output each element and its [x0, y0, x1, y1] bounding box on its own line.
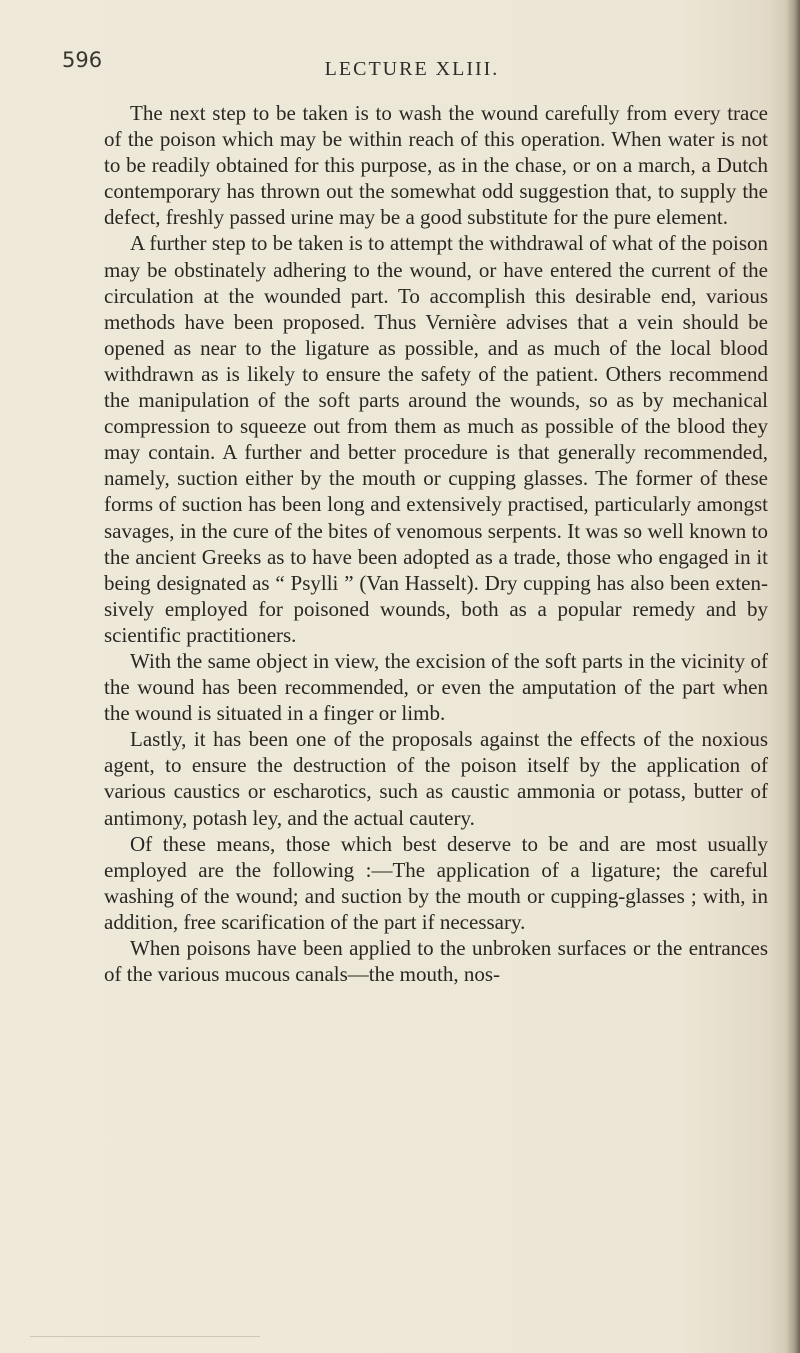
page-header: [62, 48, 762, 80]
body-text: [104, 100, 768, 987]
paragraph: With the same object in view, the excision of the soft parts in the vicinity of the wound has been recommended, or even the amputation of the part when the wound is situated in a finger or limb.: [104, 648, 768, 726]
page-bottom-shadow: [30, 1336, 260, 1337]
paragraph: When poisons have been applied to the unbroken surfaces or the entrances of the various mucous canals—the mouth, nos-: [104, 936, 768, 987]
page-number: 596: [62, 48, 103, 72]
running-head: LECTURE XLIII.: [324, 58, 500, 80]
paragraph: Lastly, it has been one of the proposals against the effects of the noxious agent, to ensure the destruction of the poison itself by the application of various caustics or escharotics, such as caustic ammonia or potass, butter of antimony, potash ley, and the actual cautery.: [104, 727, 768, 830]
paragraph: Of these means, those which best deserve to be and are most usually employed are the following :—The application of a ligature; the careful washing of the wound; and suction by the mouth or cupping-glasses ; with, in addition, free scarification of the part if necessary.: [104, 831, 768, 934]
paragraph: A further step to be taken is to attempt the withdrawal of what of the poison may be obstinately adhering to the wound, or have entered the current of the circulation at the wounded part. To accomplish this desirable end, various methods have been proposed. Thus Vernière advises that a vein should be opened as near to the ligature as possible, and as much of the local blood withdrawn as is likely to ensure the safety of the patient. Others recommend the manipulation of the soft parts around the wounds, so as by mechanical compression to squeeze out from them as much as possible of the blood they may contain. A further and better procedure is that generally recommended, namely, suction either by the mouth or cupping glasses. The former of these forms of suction has been long and extensively practised, particularly amongst savages, in the cure of the bites of venomous serpents. It was so well known to the ancient Greeks as to have been adopted as a trade, those who engaged in it being designated as “ Psylli ” (Van Hasselt). Dry cupping has also been extensively employed for poisoned wounds, both as a popular remedy and by scientific practitioners.: [104, 231, 768, 647]
page-binding-edge: [786, 0, 800, 1353]
paragraph: The next step to be taken is to wash the wound carefully from every trace of the poison which may be within reach of this operation. When water is not to be readily obtained for this purpose, as in the chase, or on a march, a Dutch contemporary has thrown out the somewhat odd suggestion that, to supply the defect, freshly passed urine may be a good substitute for the pure element.: [104, 101, 768, 230]
